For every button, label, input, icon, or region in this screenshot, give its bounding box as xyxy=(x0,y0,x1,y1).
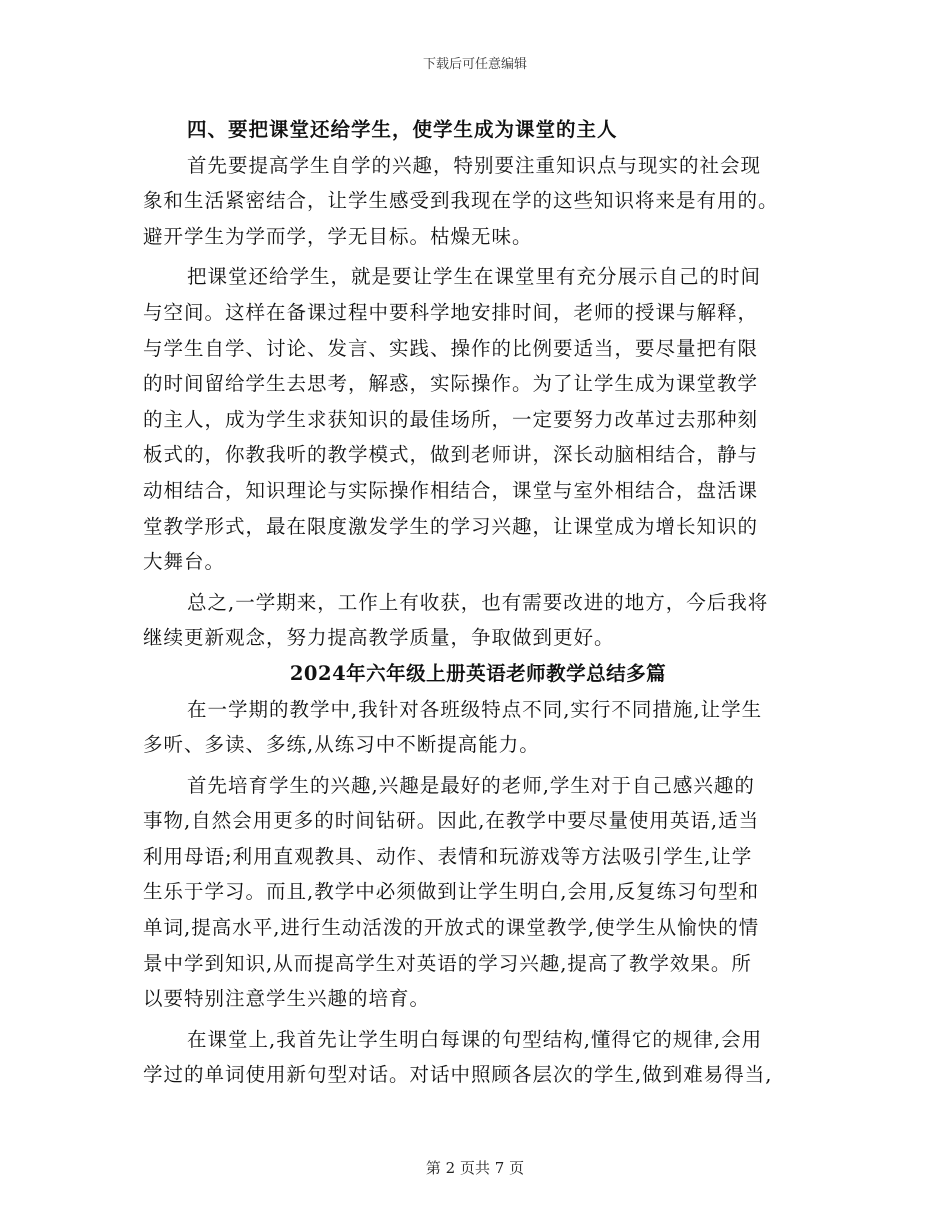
text-line: 景中学到知识,从而提高学生对英语的学习兴趣,提高了教学效果。所 xyxy=(143,951,752,975)
text-line: 多听、多读、多练,从练习中不断提高能力。 xyxy=(143,733,540,757)
text-line: 板式的，你教我听的教学模式，做到老师讲，深长动脑相结合，静与 xyxy=(143,443,759,467)
text-line: 在一学期的教学中,我针对各班级特点不同,实行不同措施,让学生 xyxy=(187,697,763,721)
text-line: 以要特别注意学生兴趣的培育。 xyxy=(143,987,431,1011)
text-line: 与学生自学、讨论、发言、实践、操作的比例要适当，要尽量把有限 xyxy=(143,336,759,360)
paragraph-5 xyxy=(143,768,813,1017)
text-line: 总之,一学期来，工作上有收获，也有需要改进的地方，今后我将 xyxy=(187,590,769,614)
text-line: 的时间留给学生去思考，解惑，实际操作。为了让学生成为课堂教学 xyxy=(143,372,759,396)
page-footer: 第 2 页共 7 页 xyxy=(425,1159,525,1177)
text-line: 大舞台。 xyxy=(143,550,226,574)
text-line: 首先要提高学生自学的兴趣，特别要注重知识点与现实的社会现 xyxy=(187,153,762,177)
text-line: 把课堂还给学生，就是要让学生在课堂里有充分展示自己的时间 xyxy=(187,265,762,289)
paragraph-6 xyxy=(143,1022,813,1093)
text-line: 避开学生为学而学，学无目标。枯燥无味。 xyxy=(143,224,533,248)
text-line: 象和生活紧密结合，让学生感受到我现在学的这些知识将来是有用的。 xyxy=(143,189,779,213)
text-line: 生乐于学习。而且,教学中必须做到让学生明白,会用,反复练习句型和 xyxy=(143,880,760,904)
text-line: 首先培育学生的兴趣,兴趣是最好的老师,学生对于自己感兴趣的 xyxy=(187,773,755,797)
text-line: 事物,自然会用更多的时间钻研。因此,在教学中要尽量使用英语,适当 xyxy=(143,809,760,833)
page-header: 下载后可任意编辑 xyxy=(422,57,527,72)
text-line: 利用母语;利用直观教具、动作、表情和玩游戏等方法吸引学生,让学 xyxy=(143,844,753,868)
text-line: 动相结合，知识理论与实际操作相结合，课堂与室外相结合，盘活课 xyxy=(143,478,759,502)
text-line: 继续更新观念，努力提高教学质量，争取做到更好。 xyxy=(143,626,615,650)
text-line: 堂教学形式，最在限度激发学生的学习兴趣，让课堂成为增长知识的 xyxy=(143,514,759,538)
text-line: 单词,提高水平,进行生动活泼的开放式的课堂教学,使学生从愉快的情 xyxy=(143,916,760,940)
document-body xyxy=(143,112,813,1093)
text-line: 在课堂上,我首先让学生明白每课的句型结构,懂得它的规律,会用 xyxy=(187,1027,763,1051)
text-line: 的主人，成为学生求获知识的最佳场所，一定要努力改革过去那种刻 xyxy=(143,407,759,431)
paragraph-1 xyxy=(143,148,813,255)
paragraph-4 xyxy=(143,692,813,763)
paragraph-2 xyxy=(143,259,813,579)
article-title: 2024年六年级上册英语老师教学总结多篇 xyxy=(289,661,667,685)
text-line: 与空间。这样在备课过程中要科学地安排时间，老师的授课与解释， xyxy=(143,300,759,324)
text-line: 学过的单词使用新句型对话。对话中照顾各层次的学生,做到难易得当, xyxy=(143,1063,773,1087)
paragraph-3 xyxy=(143,585,813,656)
section-heading: 四、要把课堂还给学生，使学生成为课堂的主人 xyxy=(187,118,618,141)
